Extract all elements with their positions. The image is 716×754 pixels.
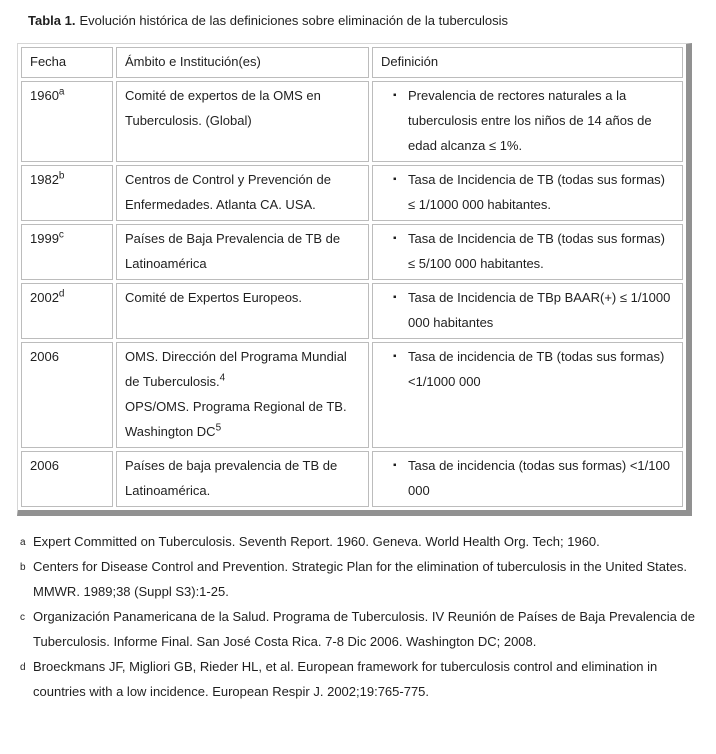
footnote-text: Centers for Disease Control and Prevention. Strategic Plan for the elimination of tuberculosis in the United States. MMWR. 1989;38 (Suppl S3):1-25. [33,559,687,599]
ambito-text [125,83,360,133]
table-row [21,224,683,280]
cell-definicion [372,342,683,448]
square-bullet-icon: ▪ [393,351,397,362]
fecha-value: 1960 [30,88,59,103]
ambito-part1-text: Países de Baja Prevalencia de TB de Latinoamérica [125,231,341,271]
cell-ambito [116,451,369,507]
column-header-fecha: Fecha [21,47,113,78]
definicion-text: Tasa de Incidencia de TB (todas sus formas) ≤ 5/100 000 habitantes. [408,231,665,271]
definicion-text: Tasa de Incidencia de TBp BAAR(+) ≤ 1/1000 000 habitantes [408,290,671,330]
footnote-ref: c [58,229,64,241]
footnote-text: Organización Panamericana de la Salud. Programa de Tuberculosis. IV Reunión de Países de Baja Prevalencia de Tuberculosis. Informe Final. San José Costa Rica. 7-8 Dic 2006. Washington DC; 2008. [33,609,695,649]
footnote-text: Broeckmans JF, Migliori GB, Rieder HL, et al. European framework for tuberculosis control and elimination in countries with a low incidence. European Respir J. 2002;19:765-775. [33,659,658,699]
ambito-part1-text: OMS. Dirección del Programa Mundial de Tuberculosis. [125,349,347,389]
footnote-ref: a [58,86,65,98]
fecha-value: 2002 [30,290,59,305]
footnote-ref: d [58,288,65,300]
cell-fecha [21,451,113,507]
cell-definicion [372,283,683,339]
table-row [21,165,683,221]
ambito-text-2 [125,394,360,444]
definicion-text: Prevalencia de rectores naturales a la tuberculosis entre los niños de 14 años de edad alcanza ≤ 1%. [408,88,652,153]
citation-ref: 4 [219,372,226,384]
footnote-d [20,654,704,704]
footnote-marker: d [20,662,26,673]
citation-ref: 5 [215,422,222,434]
ambito-text [125,226,360,276]
ambito-text [125,453,360,503]
table-row [21,342,683,448]
footnote-text: Expert Committed on Tuberculosis. Seventh Report. 1960. Geneva. World Health Org. Tech; 1960. [33,534,600,549]
cell-fecha [21,81,113,162]
table-row [21,451,683,507]
table-caption [28,12,706,30]
definitions-table [18,44,686,510]
table-caption-text: Evolución histórica de las definiciones sobre eliminación de la tuberculosis [79,13,508,28]
square-bullet-icon: ▪ [393,292,397,303]
footnotes-section [20,529,704,704]
footnote-a [20,529,704,554]
cell-definicion [372,224,683,280]
cell-ambito [116,224,369,280]
footnote-marker: c [20,612,25,623]
cell-fecha [21,224,113,280]
square-bullet-icon: ▪ [393,233,397,244]
footnote-b [20,554,704,604]
ambito-part1-text: Centros de Control y Prevención de Enfermedades. Atlanta CA. USA. [125,172,331,212]
square-bullet-icon: ▪ [393,90,397,101]
table-row [21,81,683,162]
table-container [17,43,692,516]
ambito-part1-text: Comité de expertos de la OMS en Tuberculosis. (Global) [125,88,321,128]
fecha-value: 1999 [30,231,59,246]
ambito-part1-text: Comité de Expertos Europeos. [125,290,303,305]
table-caption-label: Tabla 1. [28,13,76,28]
ambito-part1-text: Países de baja prevalencia de TB de Latinoamérica. [125,458,338,498]
square-bullet-icon: ▪ [393,174,397,185]
footnote-marker: a [20,537,26,548]
footnote-c [20,604,704,654]
cell-definicion [372,451,683,507]
cell-fecha [21,342,113,448]
cell-definicion [372,81,683,162]
column-header-ambito: Ámbito e Institución(es) [116,47,369,78]
cell-ambito [116,283,369,339]
ambito-text [125,167,360,217]
fecha-value: 2006 [30,349,59,364]
cell-fecha [21,165,113,221]
ambito-part2-text: OPS/OMS. Programa Regional de TB. Washington DC [125,399,347,439]
cell-ambito [116,165,369,221]
definicion-text: Tasa de Incidencia de TB (todas sus formas) ≤ 1/1000 000 habitantes. [408,172,665,212]
cell-definicion [372,165,683,221]
fecha-value: 1982 [30,172,59,187]
cell-ambito [116,342,369,448]
definicion-text: Tasa de incidencia de TB (todas sus formas) <1/1000 000 [408,349,665,389]
ambito-text [125,285,360,310]
cell-fecha [21,283,113,339]
cell-ambito [116,81,369,162]
footnote-marker: b [20,562,26,573]
square-bullet-icon: ▪ [393,460,397,471]
ambito-text [125,344,360,394]
footnote-ref: b [58,170,65,182]
definicion-text: Tasa de incidencia (todas sus formas) <1/100 000 [408,458,670,498]
fecha-value: 2006 [30,458,59,473]
table-row [21,283,683,339]
header-row [21,47,683,78]
column-header-definicion: Definición [372,47,683,78]
